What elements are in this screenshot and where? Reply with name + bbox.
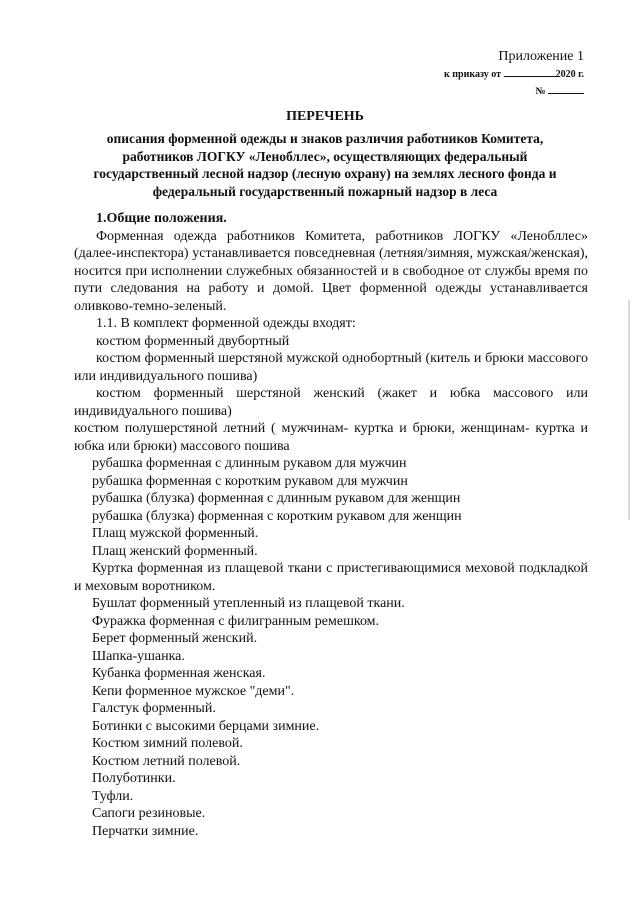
order-year: 2020 г. <box>555 69 584 80</box>
list-item: Перчатки зимние. <box>92 823 199 839</box>
list-item: Туфли. <box>92 788 134 804</box>
scan-edge-mark <box>628 300 630 520</box>
list-item: Галстук форменный. <box>92 701 216 716</box>
list-item: Костюм зимний полевой. <box>92 736 243 751</box>
list-item: Шапка-ушанка. <box>92 648 185 664</box>
list-item: костюм форменный шерстяной женский (жакет и юбка массового или индивидуального пошива) <box>74 386 588 419</box>
list-item: Берет форменный женский. <box>92 631 258 646</box>
list-item: Плащ мужской форменный. <box>92 526 259 541</box>
list-item: Бушлат форменный утепленный из плащевой ткани. <box>92 596 405 611</box>
order-number-line <box>444 82 584 99</box>
list-item: рубашка форменная с длинным рукавом для мужчин <box>92 456 407 471</box>
list-item: рубашка (блузка) форменная с коротким рукавом для женщин <box>92 508 462 524</box>
order-date-blank <box>504 65 556 77</box>
list-item: Кубанка форменная женская. <box>92 666 266 681</box>
intro-paragraph: Форменная одежда работников Комитета, работников ЛОГКУ «Ленобллес» (далее-инспектора) устанавливается повседневная (летняя/зимняя, мужская/женская), носится при исполнении служебных обязанностей и в свободное от службы время по пути следования на работу и домой. Цвет форменной одежды устанавливается оливково-темно-зеленый. <box>74 228 588 314</box>
appendix-label: Приложение 1 <box>498 49 584 64</box>
list-item: костюм форменный двубортный <box>96 333 290 349</box>
title-line: государственный лесной надзор (лесную охрану) на землях лесного фонда и <box>93 166 557 181</box>
list-item: Плащ женский форменный. <box>92 543 258 559</box>
list-item: Костюм летний полевой. <box>92 753 241 769</box>
order-number-label: № <box>535 86 546 97</box>
document-title <box>60 108 590 200</box>
title-line: описания форменной одежды и знаков различия работников Комитета, <box>106 131 544 146</box>
order-date-line <box>444 65 584 82</box>
list-item: Сапоги резиновые. <box>92 806 206 821</box>
title-line: работников ЛОГКУ «Ленобллес», осуществляющих федеральный <box>122 148 528 164</box>
list-item: Полуботинки. <box>92 771 176 786</box>
list-item: костюм полушерстяной летний ( мужчинам- куртка и брюки, женщинам- куртка и юбка или брюки) массового пошива <box>74 421 588 454</box>
list-item: Куртка форменная из плащевой ткани с пристегивающимися меховой подкладкой и меховым воротником. <box>74 561 588 594</box>
section-heading: 1.Общие положения. <box>96 211 227 226</box>
list-item: Ботинки с высокими берцами зимние. <box>92 718 320 734</box>
order-prefix: к приказу от <box>444 69 502 80</box>
list-item: рубашка (блузка) форменная с длинным рукавом для женщин <box>92 491 461 506</box>
list-item: Кепи форменное мужское "деми". <box>92 683 295 699</box>
document-body <box>74 210 588 840</box>
appendix-block <box>444 48 584 99</box>
list-item: Фуражка форменная с филигранным ремешком. <box>92 613 380 629</box>
order-number-blank <box>548 82 584 94</box>
title-heading: ПЕРЕЧЕНЬ <box>286 109 364 124</box>
title-line: федеральный государственный пожарный надзор в леса <box>152 183 498 199</box>
list-item: рубашка форменная с коротким рукавом для мужчин <box>92 473 408 489</box>
list-item: костюм форменный шерстяной мужской однобортный (китель и брюки массового или индивидуального пошива) <box>74 351 588 384</box>
list-heading: 1.1. В комплект форменной одежды входят: <box>96 316 356 331</box>
